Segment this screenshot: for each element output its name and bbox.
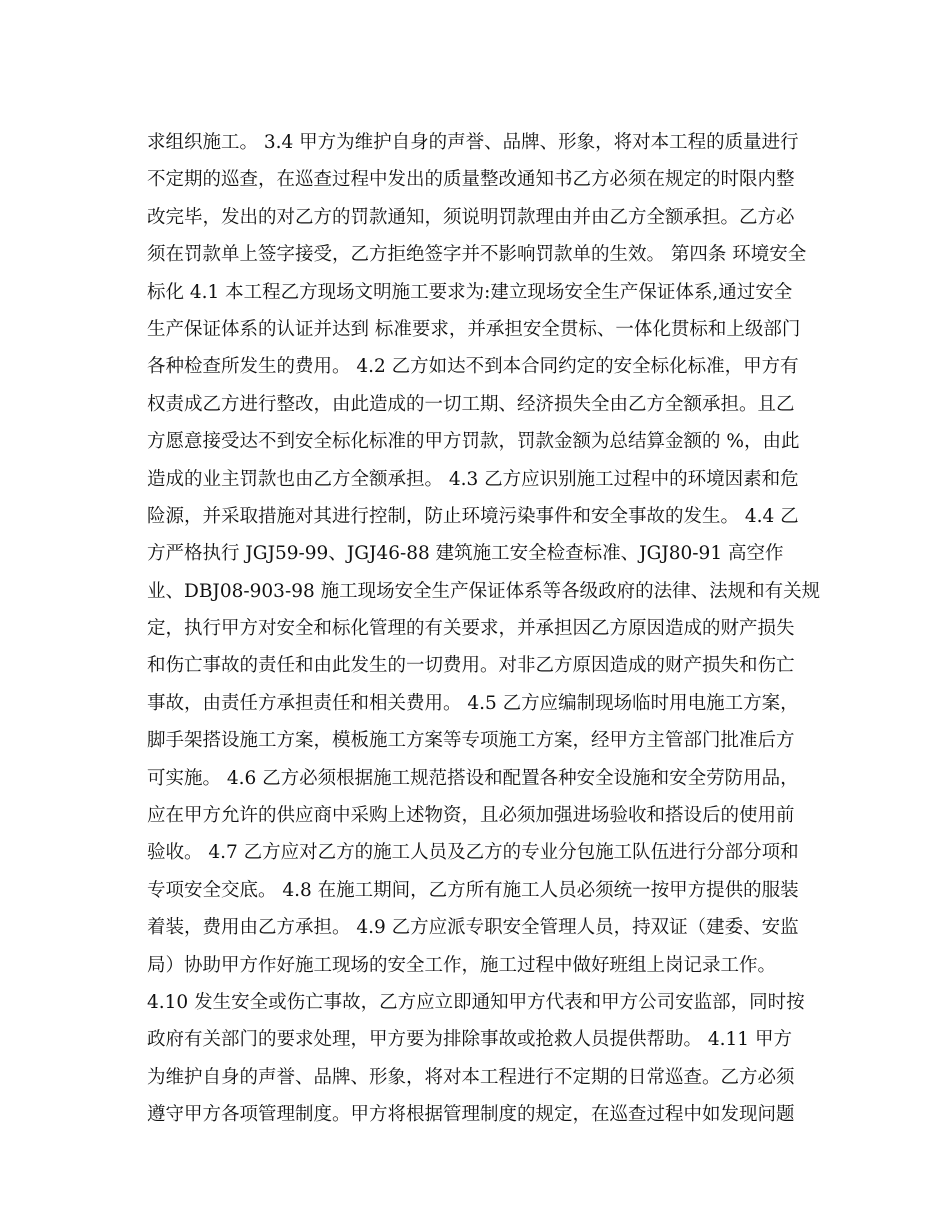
text-line: 专项安全交底。 4.8 在施工期间，乙方所有施工人员必须统一按甲方提供的服装 bbox=[147, 879, 799, 901]
text-line: 各种检查所发生的费用。 4.2 乙方如达不到本合同约定的安全标化标准，甲方有 bbox=[147, 356, 799, 378]
text-line: 4.10 发生安全或伤亡事故，乙方应立即通知甲方代表和甲方公司安监部，同时按 bbox=[147, 991, 805, 1013]
text-line: 造成的业主罚款也由乙方全额承担。 4.3 乙方应识别施工过程中的环境因素和危 bbox=[147, 468, 799, 490]
text-line: 着装，费用由乙方承担。 4.9 乙方应派专职安全管理人员，持双证（建委、安监 bbox=[147, 917, 799, 939]
text-line: 不定期的巡查，在巡查过程中发出的质量整改通知书乙方必须在规定的时限内整 bbox=[147, 169, 795, 191]
text-line: 可实施。 4.6 乙方必须根据施工规范搭设和配置各种安全设施和安全劳防用品， bbox=[147, 767, 799, 789]
text-line: 定，执行甲方对安全和标化管理的有关要求，并承担因乙方原因造成的财产损失 bbox=[147, 618, 795, 640]
text-line: 改完毕，发出的对乙方的罚款通知，须说明罚款理由并由乙方全额承担。乙方必 bbox=[147, 206, 795, 228]
text-line: 事故，由责任方承担责任和相关费用。 4.5 乙方应编制现场临时用电施工方案， bbox=[147, 692, 799, 714]
text-line: 求组织施工。 3.4 甲方为维护自身的声誉、品牌、形象，将对本工程的质量进行 bbox=[147, 132, 799, 153]
body-text bbox=[147, 124, 821, 1134]
text-line: 方愿意接受达不到安全标化标准的甲方罚款，罚款金额为总结算金额的 %，由此 bbox=[147, 431, 800, 453]
text-line: 生产保证体系的认证并达到 标准要求，并承担安全贯标、一体化贯标和上级部门 bbox=[147, 318, 801, 340]
text-line: 遵守甲方各项管理制度。甲方将根据管理制度的规定，在巡查过程中如发现问题 bbox=[147, 1104, 795, 1126]
text-line: 须在罚款单上签字接受，乙方拒绝签字并不影响罚款单的生效。 第四条 环境安全 bbox=[147, 244, 807, 266]
text-line: 险源，并采取措施对其进行控制，防止环境污染事件和安全事故的发生。 4.4 乙 bbox=[147, 505, 799, 527]
text-line: 权责成乙方进行整改，由此造成的一切工期、经济损失全由乙方全额承担。且乙 bbox=[147, 393, 795, 415]
text-line: 验收。 4.7 乙方应对乙方的施工人员及乙方的专业分包施工队伍进行分部分项和 bbox=[147, 842, 799, 864]
text-line: 应在甲方允许的供应商中采购上述物资，且必须加强进场验收和搭设后的使用前 bbox=[147, 805, 795, 827]
text-line: 局）协助甲方作好施工现场的安全工作，施工过程中做好班组上岗记录工作。 bbox=[147, 954, 777, 976]
text-line: 政府有关部门的要求处理，甲方要为排除事故或抢救人员提供帮助。 4.11 甲方 bbox=[147, 1029, 792, 1051]
text-line: 标化 4.1 本工程乙方现场文明施工要求为:建立现场安全生产保证体系,通过安全 bbox=[147, 281, 793, 303]
text-line: 为维护自身的声誉、品牌、形象，将对本工程进行不定期的日常巡查。乙方必须 bbox=[147, 1066, 795, 1088]
text-line: 脚手架搭设施工方案，模板施工方案等专项施工方案，经甲方主管部门批准后方 bbox=[147, 730, 795, 752]
text-line: 业、DBJ08-903-98 施工现场安全生产保证体系等各级政府的法律、法规和有关规 bbox=[147, 580, 821, 602]
text-line: 和伤亡事故的责任和由此发生的一切费用。对非乙方原因造成的财产损失和伤亡 bbox=[147, 655, 795, 677]
text-line: 方严格执行 JGJ59-99、JGJ46-88 建筑施工安全检查标准、JGJ80-91 高空作 bbox=[147, 543, 784, 565]
